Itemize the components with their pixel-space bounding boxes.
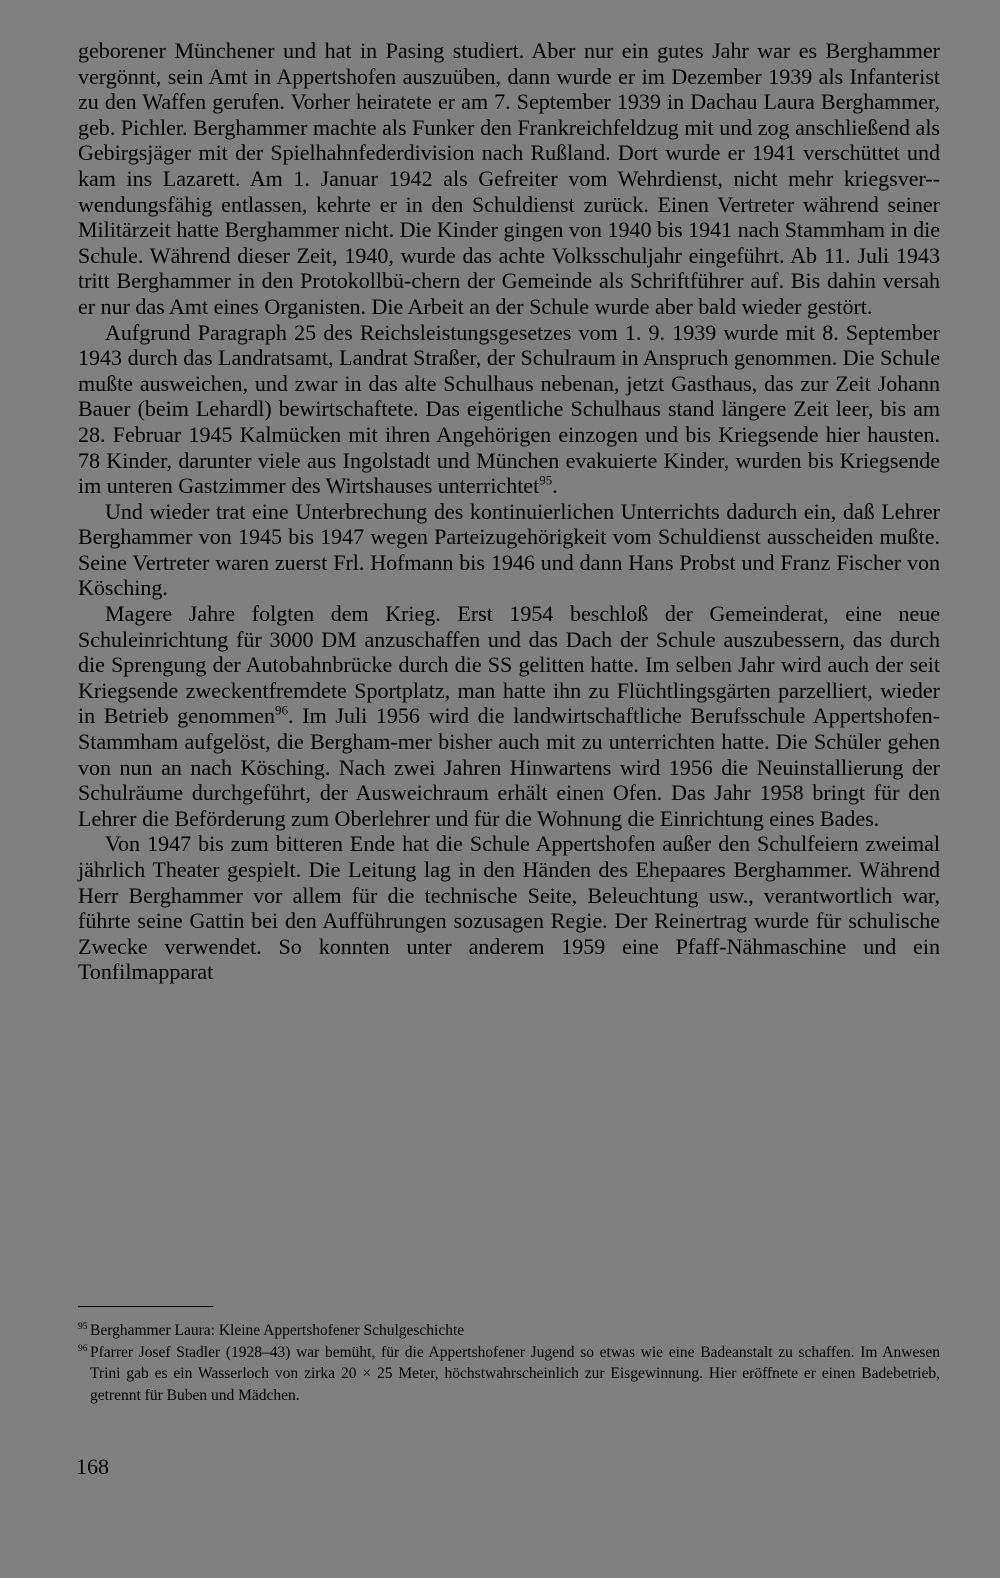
paragraph-text: Von 1947 bis zum bitteren Ende hat die Schule Appertshofen außer den Schulfeiern zweimal jährlich Theater gespielt. Die Leitung lag in den Händen des Ehepaares Berghammer. Während Herr Berghammer vor allem für die technische Seite, Beleuchtung usw., verantwortlich war, führte seine Gattin bei den Aufführungen sozusagen Regie. Der Reinertrag wurde für schulische Zwecke verwendet. So konnten unter anderem 1959 eine Pfaff-Nähmaschine und ein Tonfilmapparat — [78, 831, 940, 985]
footnote-separator — [78, 1306, 213, 1307]
paragraph-text: Und wieder trat eine Unterbrechung des kontinuierlichen Unterrichts dadurch ein, daß Lehrer Berghammer von 1945 bis 1947 wegen Parteizugehörigkeit vom Schuldienst ausscheiden mußte. Seine Vertreter waren zuerst Frl. Hofmann bis 1946 und dann Hans Probst und Franz Fischer von Kösching. — [78, 498, 940, 601]
footnote — [78, 1320, 940, 1342]
paragraph-text: Aufgrund Paragraph 25 des Reichsleistungsgesetzes vom 1. 9. 1939 wurde mit 8. September 1943 durch das Landratsamt, Landrat Straßer, der Schulraum in Anspruch genommen. Die Schule mußte ausweichen, und zwar in das alte Schulhaus nebenan, jetzt Gasthaus, das zur Zeit Johann Bauer (beim Lehardl) bewirtschaftete. Das eigentliche Schulhaus stand längere Zeit leer, bis am 28. Februar 1945 Kalmücken mit ihren Angehörigen einzogen und bis Kriegsende hier hausten. 78 Kinder, darunter viele aus Ingolstadt und München evakuierte Kinder, wurden bis Kriegsende im unteren Gastzimmer des Wirtshauses unterrichtet — [78, 319, 940, 499]
paragraph — [78, 601, 940, 831]
paragraph — [78, 320, 940, 499]
footnote-number: 96 — [78, 1343, 88, 1354]
paragraph-text: . Im Juli 1956 wird die landwirtschaftliche Berufsschule Appertshofen-Stammham aufgelöst, die Bergham-mer bisher auch mit zu unterrichten hatte. Die Schüler gehen von nun an nach Kösching. Nach zwei Jahren Hinwartens wird 1956 die Neuinstallierung der Schulräume durchgeführt, der Ausweichraum erhält einen Ofen. Das Jahr 1958 bringt für den Lehrer die Beförderung zum Oberlehrer und für die Wohnung die Einrichtung eines Bades. — [78, 703, 940, 831]
footnotes — [78, 1320, 940, 1406]
paragraph-text: geborener Münchener und hat in Pasing studiert. Aber nur ein gutes Jahr war es Berghammer vergönnt, sein Amt in Appertshofen auszuüben, dann wurde er im Dezember 1939 als Infanterist zu den Waffen gerufen. Vorher heiratete er am 7. September 1939 in Dachau Laura Berghammer, geb. Pichler. Berghammer machte als Funker den Frankreichfeldzug mit und zog anschließend als Gebirgsjäger mit der Spielhahnfederdivision nach Rußland. Dort wurde er 1941 verschüttet und kam ins Lazarett. Am 1. Januar 1942 als Gefreiter vom Wehrdienst, nicht mehr kriegsver-wendungsfähig entlassen, kehrte er in den Schuldienst zurück. Einen Vertreter während seiner Militärzeit hatte Berghammer nicht. Die Kinder gingen von 1940 bis 1941 nach Stammham in die Schule. Während dieser Zeit, 1940, wurde das achte Volksschuljahr eingeführt. Ab 11. Juli 1943 tritt Berghammer in den Protokollbü-chern der Gemeinde als Schriftführer auf. Bis dahin versah er nur das Amt eines Organisten. Die Arbeit an der Schule wurde aber bald wieder gestört. — [78, 38, 940, 319]
page-number: 168 — [76, 1454, 109, 1479]
paragraph — [78, 831, 940, 985]
paragraph-text: Magere Jahre folgten dem Krieg. Erst 1954 beschloß der Gemeinderat, eine neue Schuleinrichtung für 3000 DM anzuschaffen und das Dach der Schule auszubessern, das durch die Sprengung der Autobahnbrücke durch die SS gelitten hatte. Im selben Jahr wird auch der seit Kriegsende zweckentfremdete Sportplatz, man hatte ihn zu Flüchtlingsgärten parzelliert, wieder in Betrieb genommen — [78, 601, 940, 729]
footnote-number: 95 — [78, 1322, 88, 1332]
footnote-text: Pfarrer Josef Stadler (1928–43) war bemüht, für die Appertshofener Jugend so etwas wie eine Badeanstalt zu schaffen. Im Anwesen Trini gab es ein Wasserloch von zirka 20 × 25 Meter, höchstwahrscheinlich zur Eisgewinnung. Hier eröffnete er einen Badebetrieb, getrennt für Buben und Mädchen. — [90, 1343, 940, 1404]
paragraph-text: . — [552, 473, 558, 499]
footnote-reference: 95 — [539, 472, 553, 488]
footnote — [78, 1342, 940, 1407]
paragraph — [78, 38, 940, 320]
footnote-text: Berghammer Laura: Kleine Appertshofener Schulgeschichte — [90, 1322, 465, 1339]
paragraph — [78, 499, 940, 601]
footnote-reference: 96 — [275, 703, 289, 719]
body-text — [78, 38, 940, 985]
